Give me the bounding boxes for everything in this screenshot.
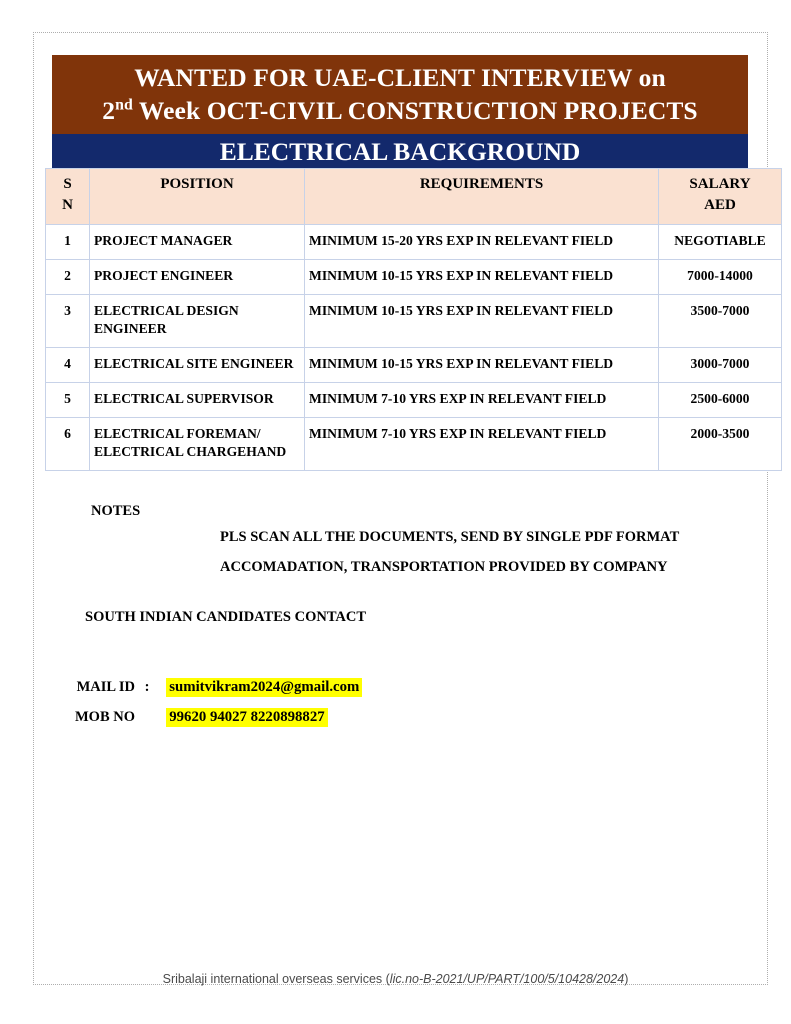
banner-week-number: 2 <box>102 96 116 125</box>
notes-line-2: ACCOMADATION, TRANSPORTATION PROVIDED BY COMPANY <box>220 559 668 575</box>
notes-heading: NOTES <box>91 503 141 519</box>
contact-row-mail <box>45 672 755 702</box>
cell-salary: 2000-3500 <box>659 418 782 471</box>
column-header-position: POSITION <box>90 169 305 225</box>
table-row <box>46 383 782 418</box>
job-positions-table <box>45 168 782 471</box>
banner-ordinal-suffix: nd <box>115 96 133 114</box>
cell-position: ELECTRICAL FOREMAN/ ELECTRICAL CHARGEHAND <box>90 418 305 471</box>
table-row <box>46 418 782 471</box>
mail-id-colon: : <box>144 679 150 695</box>
south-indian-candidates-heading: SOUTH INDIAN CANDIDATES CONTACT <box>85 609 367 625</box>
column-header-salary-line2: AED <box>704 197 736 213</box>
banner-subtitle: ELECTRICAL BACKGROUND <box>52 134 748 171</box>
mobile-number-value[interactable]: 99620 94027 8220898827 <box>166 708 327 727</box>
banner-brown-block <box>52 55 748 134</box>
cell-position: PROJECT MANAGER <box>90 225 305 260</box>
table-row <box>46 348 782 383</box>
column-header-requirements: REQUIREMENTS <box>305 169 659 225</box>
notes-line-1: PLS SCAN ALL THE DOCUMENTS, SEND BY SINGLE PDF FORMAT <box>220 529 680 545</box>
column-header-sn-line1: S <box>63 176 72 192</box>
table-row <box>46 295 782 348</box>
cell-requirements: MINIMUM 7-10 YRS EXP IN RELEVANT FIELD <box>305 383 659 418</box>
banner-title-line-2-rest: Week OCT-CIVIL CONSTRUCTION PROJECTS <box>132 96 698 125</box>
column-header-sn <box>46 169 90 225</box>
cell-salary: 3500-7000 <box>659 295 782 348</box>
column-header-salary-line1: SALARY <box>689 176 751 192</box>
table-row <box>46 260 782 295</box>
cell-sn: 3 <box>46 295 90 348</box>
table-row <box>46 225 782 260</box>
cell-salary: 3000-7000 <box>659 348 782 383</box>
cell-requirements: MINIMUM 10-15 YRS EXP IN RELEVANT FIELD <box>305 295 659 348</box>
cell-sn: 4 <box>46 348 90 383</box>
cell-salary: NEGOTIABLE <box>659 225 782 260</box>
footer-license-number: lic.no-B-2021/UP/PART/100/5/10428/2024 <box>389 972 625 986</box>
banner-title-line-1: WANTED FOR UAE-CLIENT INTERVIEW on <box>134 63 666 92</box>
cell-requirements: MINIMUM 10-15 YRS EXP IN RELEVANT FIELD <box>305 260 659 295</box>
cell-sn: 6 <box>46 418 90 471</box>
notes-section <box>45 500 755 628</box>
column-header-sn-line2: N <box>62 197 73 213</box>
footer-company-name: Sribalaji international overseas services ( <box>162 972 390 986</box>
contact-row-mobile <box>45 702 755 732</box>
cell-salary: 2500-6000 <box>659 383 782 418</box>
cell-position: ELECTRICAL SITE ENGINEER <box>90 348 305 383</box>
banner-title-line-2 <box>56 94 744 127</box>
cell-salary: 7000-14000 <box>659 260 782 295</box>
table-body <box>46 225 782 471</box>
cell-position: ELECTRICAL DESIGN ENGINEER <box>90 295 305 348</box>
column-header-salary <box>659 169 782 225</box>
cell-requirements: MINIMUM 15-20 YRS EXP IN RELEVANT FIELD <box>305 225 659 260</box>
cell-sn: 2 <box>46 260 90 295</box>
footer-close-paren: ) <box>624 972 629 986</box>
cell-position: PROJECT ENGINEER <box>90 260 305 295</box>
page-footer <box>0 972 791 986</box>
cell-requirements: MINIMUM 7-10 YRS EXP IN RELEVANT FIELD <box>305 418 659 471</box>
contact-section <box>45 672 755 732</box>
cell-sn: 5 <box>46 383 90 418</box>
mail-id-value[interactable]: sumitvikram2024@gmail.com <box>166 678 362 697</box>
cell-position: ELECTRICAL SUPERVISOR <box>90 383 305 418</box>
cell-requirements: MINIMUM 10-15 YRS EXP IN RELEVANT FIELD <box>305 348 659 383</box>
banner-header <box>52 55 748 171</box>
table-header-row <box>46 169 782 225</box>
mobile-number-label: MOB NO <box>74 709 135 725</box>
mail-id-label: MAIL ID <box>76 679 135 695</box>
cell-sn: 1 <box>46 225 90 260</box>
